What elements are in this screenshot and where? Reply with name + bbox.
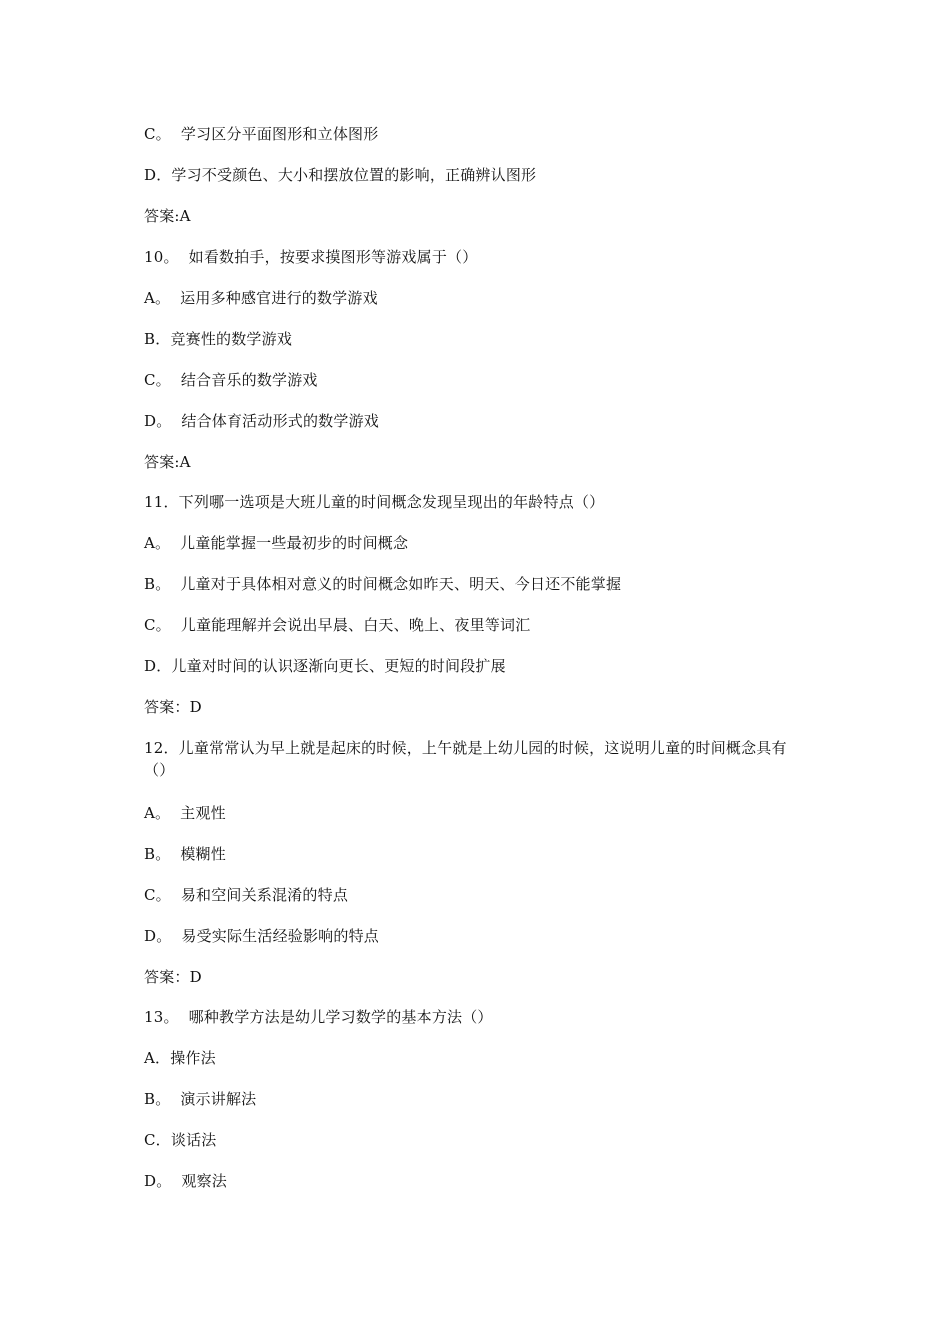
- option-13a: A．操作法: [144, 1049, 216, 1067]
- question-12: 12．儿童常常认为早上就是起床的时候，上午就是上幼儿园的时候，这说明儿童的时间概念具有（）: [144, 739, 787, 779]
- option-10a: A。 运用多种感官进行的数学游戏: [144, 289, 378, 307]
- option-12b: B。 模糊性: [144, 845, 226, 863]
- option-12c: C。 易和空间关系混淆的特点: [144, 886, 349, 904]
- option-10d: D。 结合体育活动形式的数学游戏: [144, 412, 379, 430]
- option-10c: C。 结合音乐的数学游戏: [144, 371, 318, 389]
- question-10: 10。 如看数拍手，按要求摸图形等游戏属于（）: [144, 248, 478, 266]
- question-13: 13。 哪种教学方法是幼儿学习数学的基本方法（）: [144, 1008, 493, 1026]
- answer-9: 答案:A: [144, 207, 191, 225]
- option-9c: C。 学习区分平面图形和立体图形: [144, 125, 379, 143]
- option-11c: C。 儿童能理解并会说出早晨、白天、晚上、夜里等词汇: [144, 616, 531, 634]
- option-11d: D．儿童对时间的认识逐渐向更长、更短的时间段扩展: [144, 657, 506, 675]
- answer-12: 答案：D: [144, 968, 202, 986]
- answer-11: 答案：D: [144, 698, 202, 716]
- answer-10: 答案:A: [144, 453, 191, 471]
- option-12d: D。 易受实际生活经验影响的特点: [144, 927, 379, 945]
- option-13b: B。 演示讲解法: [144, 1090, 257, 1108]
- option-11b: B。 儿童对于具体相对意义的时间概念如昨天、明天、今日还不能掌握: [144, 575, 622, 593]
- option-13d: D。 观察法: [144, 1172, 227, 1190]
- option-11a: A。 儿童能掌握一些最初步的时间概念: [144, 534, 409, 552]
- question-11: 11．下列哪一选项是大班儿童的时间概念发现呈现出的年龄特点（）: [144, 493, 605, 511]
- option-12a: A。 主观性: [144, 804, 226, 822]
- option-9d: D．学习不受颜色、大小和摆放位置的影响，正确辨认图形: [144, 166, 537, 184]
- option-10b: B．竞赛性的数学游戏: [144, 330, 293, 348]
- option-13c: C．谈话法: [144, 1131, 217, 1149]
